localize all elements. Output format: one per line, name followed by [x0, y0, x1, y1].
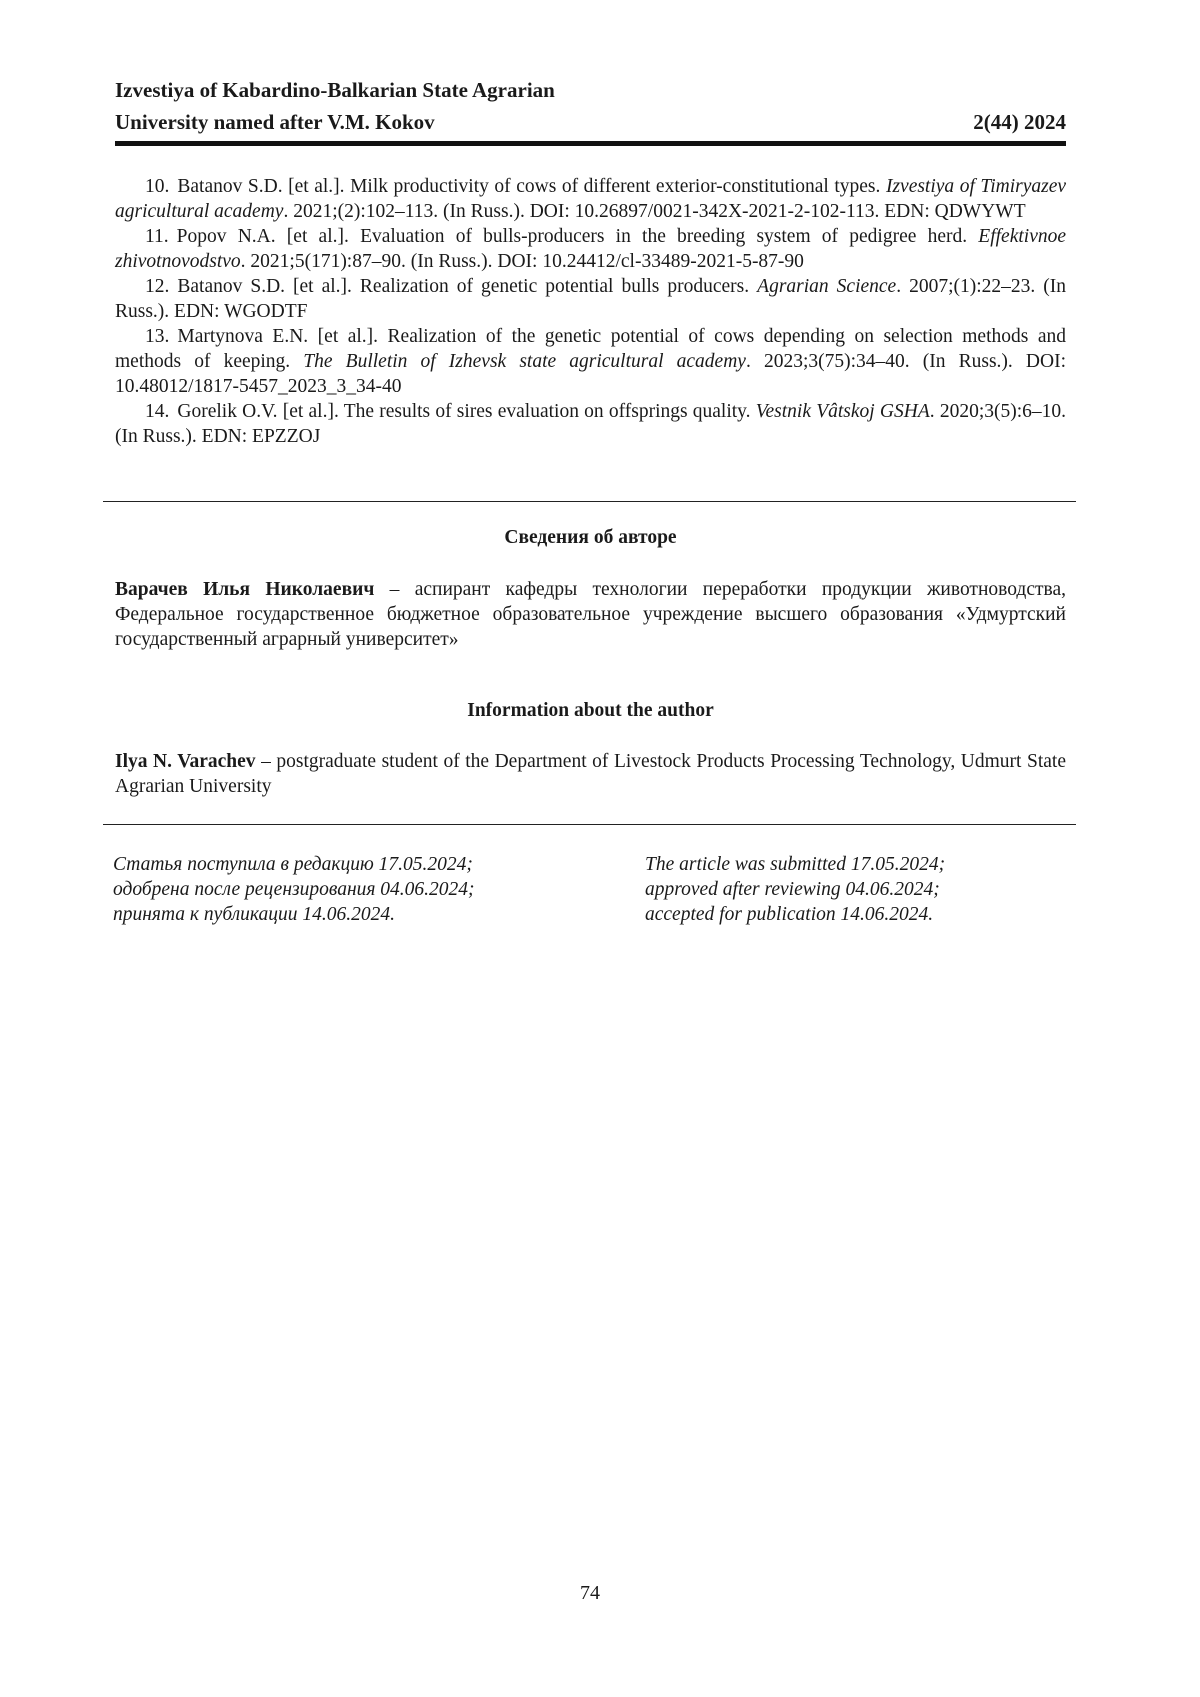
- dates-en: [645, 852, 945, 927]
- reference-list: [115, 174, 1066, 449]
- author-ru-description: – аспирант кафедры технологии переработки продукции животноводства, Федеральное государственное бюджетное образовательное учреждение высшего образования «Удмуртский государственный аграрный университет»: [115, 579, 1066, 650]
- author-en-description: – postgraduate student of the Department of Livestock Products Processing Technology, Udmurt State Agrarian University: [115, 751, 1066, 797]
- issue-number: 2(44) 2024: [973, 106, 1066, 138]
- reference-item: [115, 174, 1066, 224]
- reference-item: [115, 399, 1066, 449]
- reference-authors: Batanov S.D. [et al.]. Realization of genetic potential bulls producers.: [177, 276, 749, 297]
- reference-source: The Bulletin of Izhevsk state agricultural academy: [303, 351, 746, 372]
- author-ru-heading: Сведения об авторе: [115, 527, 1066, 549]
- reference-source: Agrarian Science: [757, 276, 896, 297]
- reference-source: Izvestiya of Timiryazev agricultural academy: [115, 176, 1066, 222]
- reference-authors: Popov N.A. [et al.]. Evaluation of bulls-producers in the breeding system of pedigree herd.: [177, 226, 967, 247]
- reference-authors: Batanov S.D. [et al.]. Milk productivity of cows of different exterior-constitutional types.: [177, 176, 880, 197]
- date-submitted-en: The article was submitted 17.05.2024;: [645, 852, 945, 877]
- author-ru-name: Варачев Илья Николаевич: [115, 579, 374, 600]
- author-ru-info: [115, 577, 1066, 652]
- date-submitted-ru: Статья поступила в редакцию 17.05.2024;: [113, 852, 475, 877]
- reference-details: . 2021;5(171):87–90. (In Russ.). DOI: 10.24412/cl-33489-2021-5-87-90: [241, 251, 804, 272]
- author-en-heading: Information about the author: [115, 700, 1066, 722]
- reference-number: 11.: [145, 226, 169, 247]
- reference-number: 13.: [145, 326, 169, 347]
- page-number: 74: [0, 1582, 1180, 1605]
- date-approved-en: approved after reviewing 04.06.2024;: [645, 877, 945, 902]
- author-en-name: Ilya N. Varachev: [115, 751, 256, 772]
- reference-details: . 2007;(1):22–23. (In Russ.). EDN: WGODTF: [115, 276, 1066, 322]
- section-divider: [103, 824, 1076, 825]
- reference-item: [115, 324, 1066, 399]
- header-divider: [115, 141, 1066, 146]
- journal-title-line2: University named after V.M. Kokov: [115, 106, 435, 138]
- reference-source: Vestnik Vâtskoj GSHA: [756, 401, 930, 422]
- reference-details: . 2023;3(75):34–40. (In Russ.). DOI: 10.48012/1817-5457_2023_3_34-40: [115, 351, 1066, 397]
- reference-authors: Martynova E.N. [et al.]. Realization of the genetic potential of cows depending on selection methods and methods of keeping.: [115, 326, 1066, 372]
- date-approved-ru: одобрена после рецензирования 04.06.2024;: [113, 877, 475, 902]
- section-divider: [103, 501, 1076, 502]
- date-accepted-ru: принята к публикации 14.06.2024.: [113, 902, 475, 927]
- reference-item: [115, 224, 1066, 274]
- reference-details: . 2021;(2):102–113. (In Russ.). DOI: 10.26897/0021-342X-2021-2-102-113. EDN: QDWYWT: [283, 201, 1025, 222]
- reference-source: Effektivnoe zhivotnovodstvo: [115, 226, 1066, 272]
- reference-item: [115, 274, 1066, 324]
- reference-number: 10.: [145, 176, 169, 197]
- document-page: [0, 0, 1200, 1697]
- reference-number: 12.: [145, 276, 169, 297]
- author-en-info: [115, 749, 1066, 799]
- reference-details: . 2020;3(5):6–10. (In Russ.). EDN: EPZZOJ: [115, 401, 1066, 447]
- reference-authors: Gorelik O.V. [et al.]. The results of sires evaluation on offsprings quality.: [177, 401, 750, 422]
- running-header: [115, 74, 1066, 138]
- date-accepted-en: accepted for publication 14.06.2024.: [645, 902, 945, 927]
- reference-number: 14.: [145, 401, 169, 422]
- dates-ru: [113, 852, 475, 927]
- journal-title-line1: Izvestiya of Kabardino-Balkarian State Agrarian: [115, 74, 1066, 106]
